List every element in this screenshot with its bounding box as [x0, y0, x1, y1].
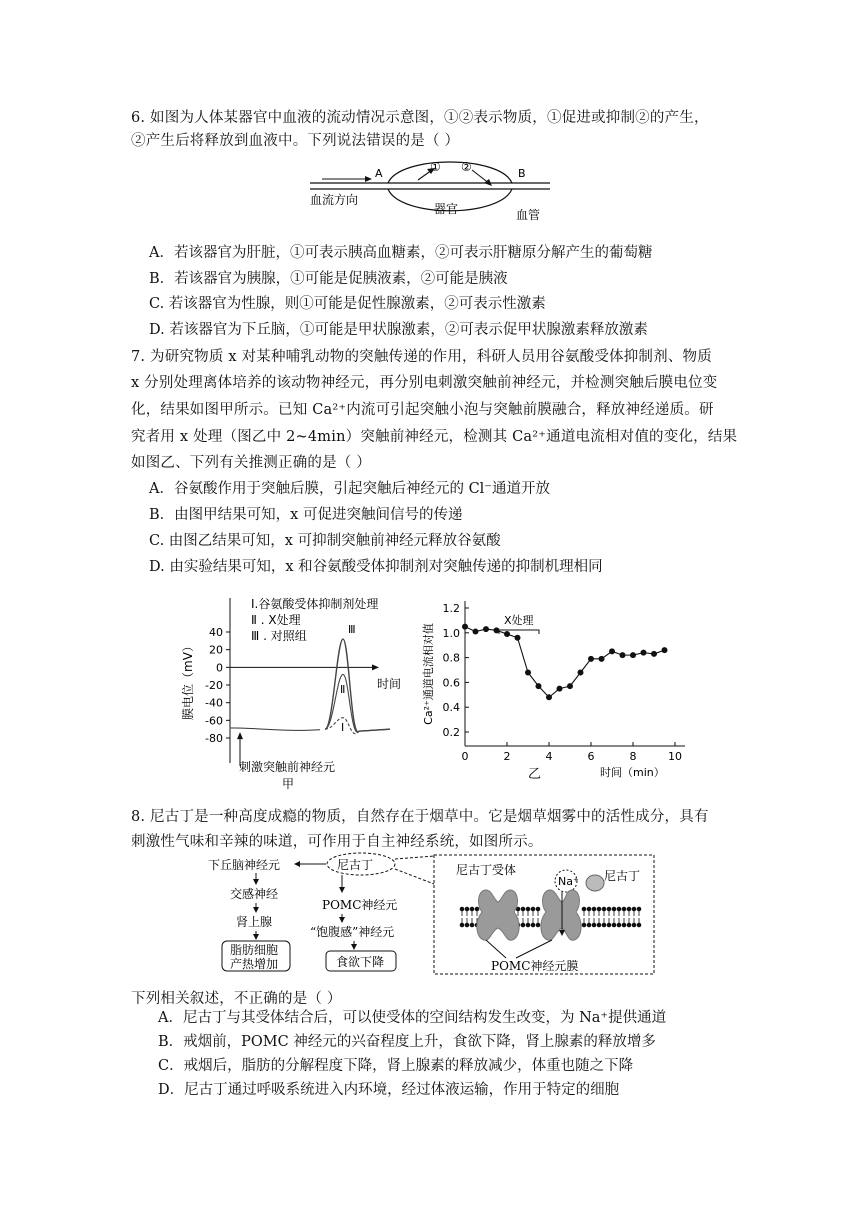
label-organ: 器官 [434, 202, 459, 216]
lipid-head [521, 907, 526, 912]
chart-yi-point [536, 683, 542, 689]
chart-yi-ytick-label: 1.0 [442, 626, 460, 640]
q8-option-c: C．戒烟后，脂肪的分解程度下降，肾上腺素的释放减少，体重也随之下降 [158, 1058, 634, 1074]
chart-yi-ylabel: Ca²⁺通道电流相对值 [422, 623, 435, 725]
chart-yi-point [599, 656, 605, 662]
chart-yi-ytick-label: 0.2 [442, 726, 460, 739]
q6-option-a: A．若该器官为肝脏，①可表示胰高血糖素，②可表示肝糖原分解产生的葡萄糖 [149, 245, 653, 261]
lipid-head [582, 923, 587, 928]
chart-yi-point [546, 694, 552, 700]
chart-yi-point [515, 635, 521, 641]
chart-jia-curve-label-3: Ⅲ [348, 623, 356, 636]
lipid-head [637, 923, 642, 928]
label-nicotine: 尼古丁 [337, 858, 374, 872]
chart-yi-point [609, 648, 615, 654]
chart-yi-xtick-label: 2 [503, 750, 511, 763]
lipid-head [607, 907, 612, 912]
label-fat-line1: 脂肪细胞 [230, 943, 279, 957]
label-membrane: POMC神经元膜 [491, 959, 579, 973]
nicotine-pathway-diagram [200, 852, 660, 978]
chart-yi-point [588, 656, 594, 662]
label-hypothalamus: 下丘脑神经元 [208, 858, 281, 872]
chart-yi-bracket-label: X处理 [504, 614, 534, 627]
chart-yi-xtick-label: 4 [545, 750, 553, 763]
lipid-head [637, 907, 642, 912]
chart-yi-point [662, 647, 668, 653]
lipid-head [465, 907, 470, 912]
q8-question-stem: 下列相关叙述，不正确的是（ ） [131, 991, 342, 1007]
chart-yi-ytick-label: 0.4 [442, 701, 460, 715]
q8-stem-line1: 8. 尼古丁是一种高度成瘾的物质，自然存在于烟草中。它是烟草烟雾中的活性成分，具有 [131, 809, 709, 825]
q8-option-d: D．尼古丁通过呼吸系统进入内环境，经过体液运输，作用于特定的细胞 [158, 1082, 620, 1098]
chart-jia-ytick-label: -20 [205, 679, 223, 692]
chart-jia-curve-label-2: Ⅱ [340, 683, 346, 696]
q7-stem-line1: 7. 为研究物质 x 对某种哺乳动物的突触传递的作用，科研人员用谷氨酸受体抑制剂、物质 [131, 349, 712, 365]
lipid-head [632, 907, 637, 912]
lipid-head [622, 923, 627, 928]
q6-option-c: C. 若该器官为性腺，则①可能是促性腺激素，②可表示性激素 [149, 296, 546, 312]
lipid-head [602, 907, 607, 912]
q7-stem-line4: 究者用 x 处理（图乙中 2~4min）突触前神经元，检测其 Ca²⁺通道电流相对值的变化，结果 [131, 429, 738, 445]
chart-yi-point [620, 652, 626, 658]
q7-stem-line2: x 分别处理离体培养的该动物神经元，再分别电刺激突触前神经元，并检测突触后膜电位变 [131, 375, 718, 391]
lipid-head [597, 923, 602, 928]
lipid-head [627, 907, 632, 912]
lipid-head [460, 923, 465, 928]
label-flow-direction: 血流方向 [310, 193, 359, 207]
lipid-head [531, 923, 536, 928]
blood-flow-organ-diagram [300, 152, 560, 228]
chart-jia-xlabel: 时间 [377, 677, 402, 691]
chart-jia-ytick-label: -60 [205, 714, 223, 728]
lipid-head [612, 923, 617, 928]
q6-option-b: B．若该器官为胰腺，①可能是促胰液素，②可能是胰液 [149, 271, 508, 287]
lipid-head [587, 907, 592, 912]
label-substance-1: ① [430, 160, 441, 174]
chart-yi-point [557, 686, 563, 692]
chart-yi-point [525, 669, 531, 675]
chart-jia-ytick-label: -80 [205, 732, 223, 745]
q7-stem-line5: 如图乙、下列有关推测正确的是（ ） [131, 455, 372, 471]
chart-yi-xtick-label: 6 [587, 750, 595, 763]
lipid-head [465, 923, 470, 928]
chart-yi-point [641, 650, 647, 656]
q8-option-a: A．尼古丁与其受体结合后，可以使受体的空间结构发生改变，为 Na⁺提供通道 [158, 1010, 667, 1026]
chart-jia-legend-1: Ⅰ.谷氨酸受体抑制剂处理 [251, 597, 379, 611]
label-fat-line2: 产热增加 [230, 957, 279, 971]
chart-jia-ytick-label: 0 [216, 661, 223, 675]
ca-current-chart [410, 596, 690, 786]
label-b: B [518, 167, 526, 180]
chart-jia-legend-3: Ⅲ . 对照组 [251, 629, 307, 643]
lipid-head [526, 907, 531, 912]
lipid-head [592, 907, 597, 912]
q6-option-d: D. 若该器官为下丘脑，①可能是甲状腺激素，②可表示促甲状腺激素释放激素 [149, 322, 648, 338]
lipid-head [475, 907, 480, 912]
chart-yi-title: 乙 [528, 767, 542, 782]
lipid-head [602, 923, 607, 928]
q6-stem-line1: 6. 如图为人体某器官中血液的流动情况示意图，①②表示物质，①促进或抑制②的产生， [131, 110, 709, 126]
chart-yi-series-line [465, 627, 665, 698]
chart-yi-ytick-label: 0.6 [442, 676, 460, 690]
chart-yi-point [462, 624, 468, 630]
chart-yi-xtick-label: 8 [629, 750, 637, 763]
chart-yi-point [630, 652, 636, 658]
lipid-head [617, 923, 622, 928]
q7-option-c: C. 由图乙结果可知，x 可抑制突触前神经元释放谷氨酸 [149, 533, 501, 549]
lipid-head [470, 907, 475, 912]
lipid-head [460, 907, 465, 912]
q7-stem-line3: 化，结果如图甲所示。已知 Ca²⁺内流可引起突触小泡与突触前膜融合，释放神经递质。研 [131, 402, 714, 418]
chart-jia-annotation: 刺激突触前神经元 [239, 760, 336, 774]
lipid-head [526, 923, 531, 928]
chart-jia-baseline [230, 728, 320, 730]
label-substance-2: ② [461, 160, 472, 174]
label-satiety: “饱腹感”神经元 [310, 925, 395, 939]
chart-yi-point [578, 669, 584, 675]
chart-jia-x-arrow [372, 664, 379, 670]
chart-yi-xtick-label: 10 [668, 750, 682, 763]
label-a: A [375, 167, 383, 180]
chart-yi-point [473, 629, 479, 635]
label-vessel: 血管 [516, 208, 541, 222]
chart-yi-ytick-label: 1.2 [442, 602, 460, 615]
chart-yi-xlabel: 时间（min） [600, 766, 665, 779]
nicotine-molecule [586, 875, 604, 891]
lipid-head [632, 923, 637, 928]
label-adrenal: 肾上腺 [236, 915, 273, 929]
label-na: Na⁺ [558, 875, 579, 888]
lipid-head [612, 907, 617, 912]
chart-jia-ytick-label: -40 [205, 696, 223, 710]
chart-jia-legend-2: Ⅱ . X处理 [251, 613, 301, 627]
lipid-head [597, 907, 602, 912]
membrane-potential-chart [175, 588, 410, 790]
lipid-head [470, 923, 475, 928]
q8-stem-line2: 刺激性气味和辛辣的味道，可作用于自主神经系统，如图所示。 [131, 834, 543, 850]
q8-option-b: B．戒烟前，POMC 神经元的兴奋程度上升，食欲下降，肾上腺素的释放增多 [158, 1034, 656, 1050]
chart-jia-curve-label-1: Ⅰ [341, 721, 345, 734]
chart-yi-ytick-label: 0.8 [442, 651, 460, 665]
chart-jia-ytick-label: 20 [209, 643, 223, 657]
label-pomc: POMC神经元 [322, 898, 398, 912]
lipid-head [582, 907, 587, 912]
chart-jia-stim-arrowhead [237, 732, 243, 739]
label-receptor: 尼古丁受体 [456, 863, 517, 877]
chart-yi-point [651, 651, 657, 657]
chart-yi-point [504, 631, 510, 637]
chart-yi-xtick-label: 0 [461, 750, 469, 763]
lipid-head [536, 907, 541, 912]
lipid-head [536, 923, 541, 928]
chart-yi-point [494, 627, 500, 633]
q7-option-b: B．由图甲结果可知，x 可促进突触间信号的传递 [149, 507, 463, 523]
lipid-head [592, 923, 597, 928]
lipid-head [607, 923, 612, 928]
lipid-head [627, 923, 632, 928]
receptor-shape-left [477, 890, 519, 940]
lipid-head [587, 923, 592, 928]
chart-jia-ytick-label: 40 [209, 626, 223, 639]
q6-stem-line2: ②产生后将释放到血液中。下列说法错误的是（ ） [131, 133, 460, 149]
chart-jia-ylabel: 膜电位（mV） [181, 640, 195, 720]
label-sympathetic: 交感神经 [230, 887, 279, 901]
q7-option-d: D. 由实验结果可知，x 和谷氨酸受体抑制剂对突触传递的抑制机理相同 [149, 559, 603, 575]
chart-yi-point [567, 683, 573, 689]
lipid-head [617, 907, 622, 912]
q7-option-a: A．谷氨酸作用于突触后膜，引起突触后神经元的 Cl⁻通道开放 [149, 481, 550, 497]
chart-jia-title: 甲 [282, 777, 295, 790]
label-nicotine-2: 尼古丁 [604, 869, 641, 883]
chart-yi-point [483, 626, 489, 632]
lipid-head [521, 923, 526, 928]
label-appetite: 食欲下降 [336, 955, 385, 969]
lipid-head [531, 907, 536, 912]
lipid-head [622, 907, 627, 912]
